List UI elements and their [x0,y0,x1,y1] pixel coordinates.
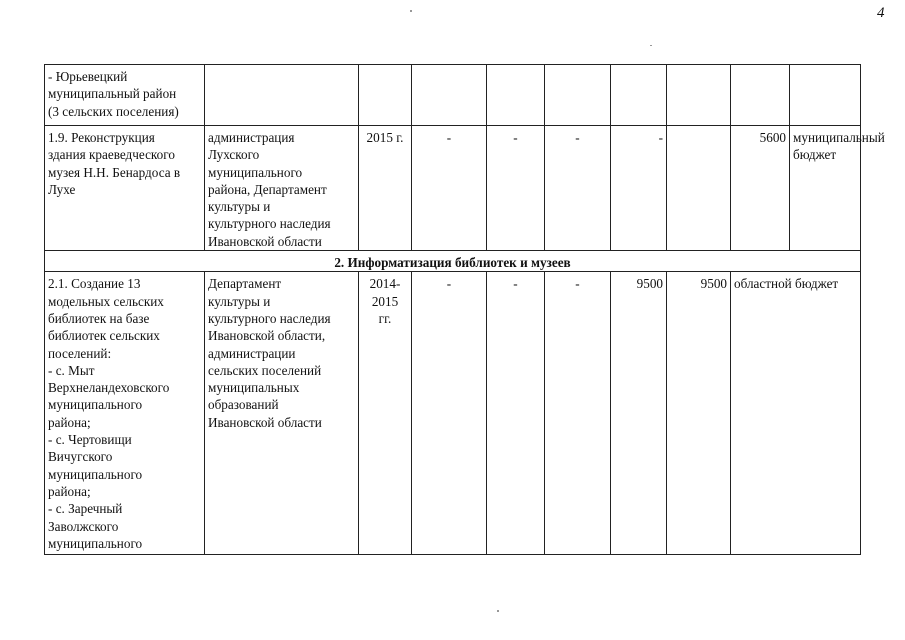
funding-source-cell [790,65,861,126]
value-cell: - [487,126,545,251]
period-cell [359,65,412,126]
measure-cell: 2.1. Создание 13 модельных сельских библиотек на базе библиотек сельских поселений: - с. Мыт Верхнеландеховского муниципального района; - с. Чертовищи Вичугского муниципального района; - с. Заречный Заволжского муниципального [45,272,205,555]
table-row [45,126,861,251]
value-cell: - [412,126,487,251]
measure-cell: 1.9. Реконструкция здания краеведческого музея Н.Н. Бенардоса в Лухе [45,126,205,251]
value-cell: - [545,272,611,555]
scan-speck [497,610,499,612]
period-cell: 2015 г. [359,126,412,251]
funding-source-cell: областной бюджет [731,272,861,555]
value-cell: 9500 [611,272,667,555]
value-cell [667,65,731,126]
value-cell [611,65,667,126]
scan-speck [650,45,652,46]
executor-cell: Департамент культуры и культурного наследия Ивановской области, администрации сельских поселений муниципальных образований Ивановской области [205,272,359,555]
scan-speck [410,10,412,12]
value-cell [731,65,790,126]
section-header-row [45,251,861,272]
table-row [45,272,861,555]
value-cell [545,65,611,126]
measure-cell: - Юрьевецкий муниципальный район (3 сельских поселения) [45,65,205,126]
period-cell: 2014- 2015 гг. [359,272,412,555]
table-row [45,65,861,126]
value-cell: 9500 [667,272,731,555]
page-corner-mark: 4 [877,5,885,21]
funding-source-cell: муниципальный бюджет [790,126,861,251]
executor-cell: администрация Лухского муниципального района, Департамент культуры и культурного наследия Ивановской области [205,126,359,251]
value-cell [412,65,487,126]
value-cell: - [412,272,487,555]
value-cell: - [487,272,545,555]
value-cell: - [611,126,667,251]
executor-cell [205,65,359,126]
program-measures-table [44,64,885,555]
value-cell [487,65,545,126]
value-cell: 5600 [731,126,790,251]
section-title: 2. Информатизация библиотек и музеев [45,251,861,272]
value-cell: - [545,126,611,251]
value-cell [667,126,731,251]
